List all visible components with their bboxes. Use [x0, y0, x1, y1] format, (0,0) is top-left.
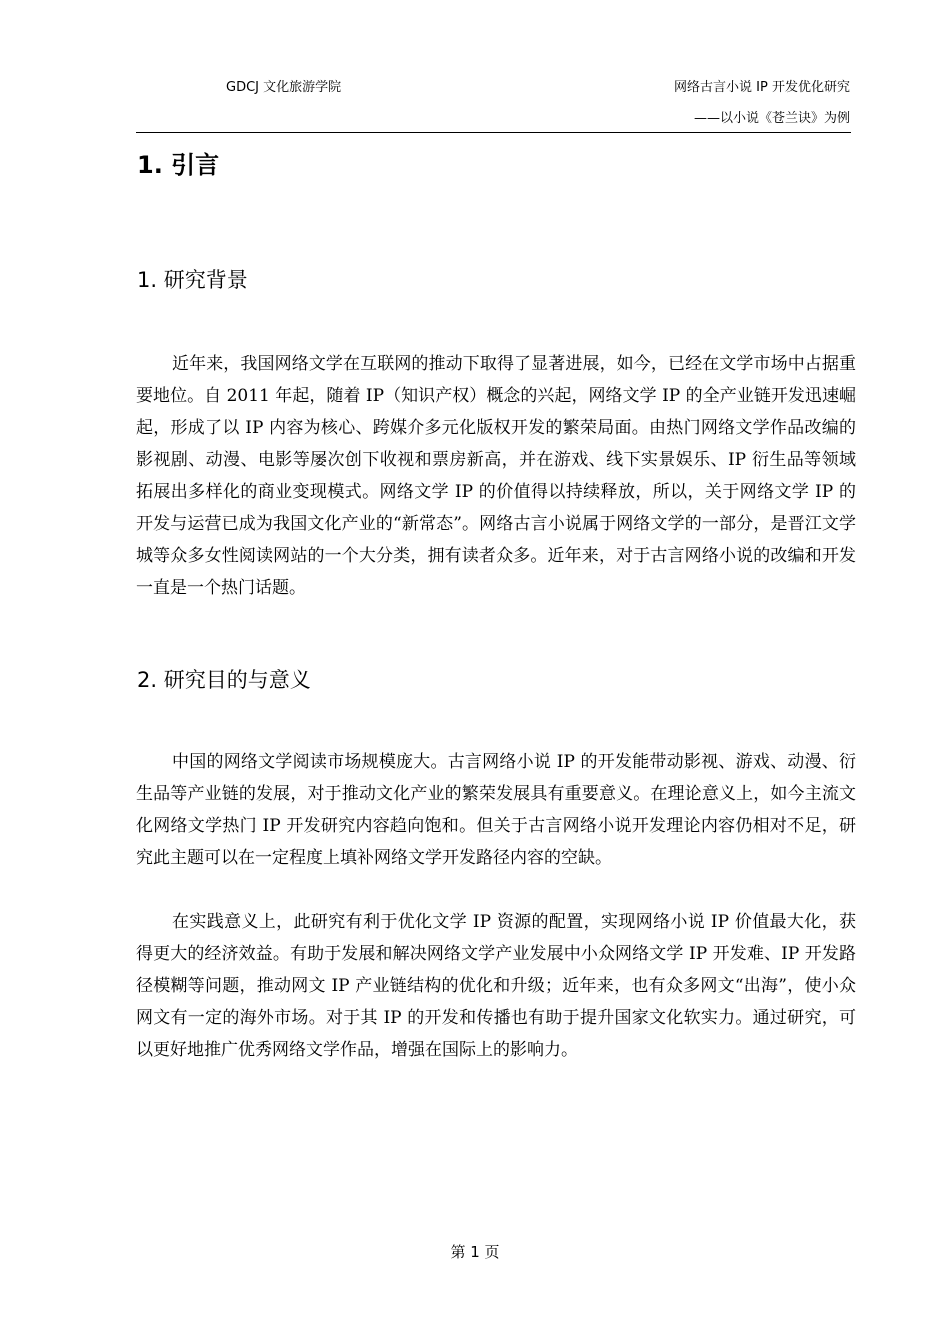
header-institution: GDCJ 文化旅游学院 [226, 80, 342, 95]
section-title-purpose: 2. 研究目的与意义 [137, 668, 311, 692]
chapter-title: 1. 引言 [137, 151, 220, 179]
paragraph-theory: 中国的网络文学阅读市场规模庞大。古言网络小说 IP 的开发能带动影视、游戏、动漫、衍生品等产业链的发展，对于推动文化产业的繁荣发展具有重要意义。在理论意义上，如今主流文化网络文学热门 IP 开发研究内容趋向饱和。但关于古言网络小说开发理论内容仍相对不足，研究此主题可以在一定程度上填补网络文学开发路径内容的空缺。 [136, 752, 856, 868]
section-title-background: 1. 研究背景 [137, 268, 248, 292]
header-divider [136, 132, 851, 133]
header-paper-title: 网络古言小说 IP 开发优化研究 [674, 80, 850, 95]
page-number: 第 1 页 [450, 1243, 500, 1261]
paragraph-practice: 在实践意义上，此研究有利于优化文学 IP 资源的配置，实现网络小说 IP 价值最大化，获得更大的经济效益。有助于发展和解决网络文学产业发展中小众网络文学 IP 开发难、IP 开发路径模糊等问题，推动网文 IP 产业链结构的优化和升级；近年来，也有众多网文“出海”，使小众网文有一定的海外市场。对于其 IP 的开发和传播也有助于提升国家文化软实力。通过研究，可以更好地推广优秀网络文学作品，增强在国际上的影响力。 [136, 912, 856, 1060]
paragraph-background: 近年来，我国网络文学在互联网的推动下取得了显著进展，如今，已经在文学市场中占据重要地位。自 2011 年起，随着 IP（知识产权）概念的兴起，网络文学 IP 的全产业链开发迅速崛起，形成了以 IP 内容为核心、跨媒介多元化版权开发的繁荣局面。由热门网络文学作品改编的影视剧、动漫、电影等屡次创下收视和票房新高，并在游戏、线下实景娱乐、IP 衍生品等领域拓展出多样化的商业变现模式。网络文学 IP 的价值得以持续释放，所以，关于网络文学 IP 的开发与运营已成为我国文化产业的“新常态”。网络古言小说属于网络文学的一部分，是晋江文学城等众多女性阅读网站的一个大分类，拥有读者众多。近年来，对于古言网络小说的改编和开发一直是一个热门话题。 [136, 354, 856, 598]
header-paper-subtitle: ——以小说《苍兰诀》为例 [693, 111, 850, 126]
